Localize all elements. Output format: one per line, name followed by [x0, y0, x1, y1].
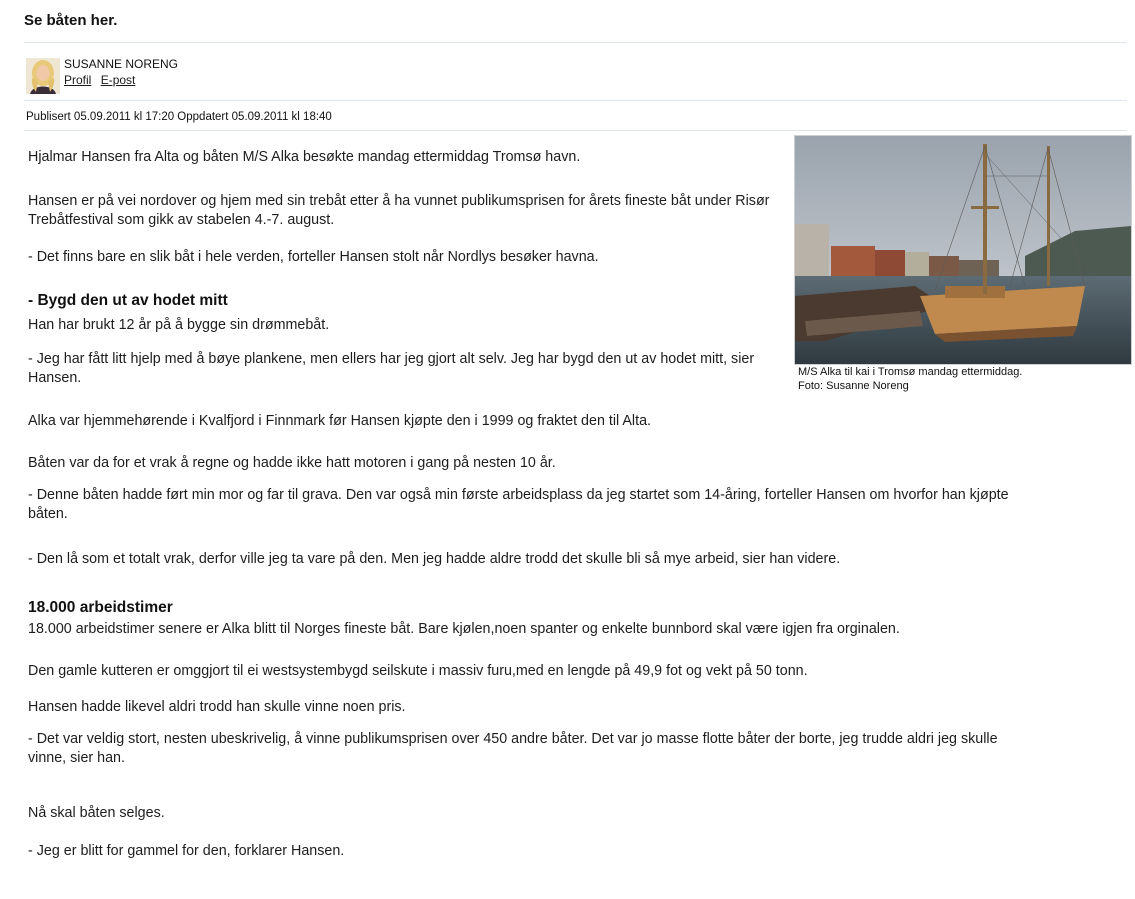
publish-info: Publisert 05.09.2011 kl 17:20 Oppdatert 05.09.2011 kl 18:40	[26, 111, 332, 123]
photo-caption	[798, 365, 1022, 393]
divider	[24, 130, 1127, 131]
paragraph: Båten var da for et vrak å regne og hadde ikke hatt motoren i gang på nesten 10 år.	[28, 455, 556, 471]
caption-text: M/S Alka til kai i Tromsø mandag ettermiddag.	[798, 366, 1023, 378]
divider	[24, 42, 1127, 43]
paragraph: Alka var hjemmehørende i Kvalfjord i Finnmark før Hansen kjøpte den i 1999 og fraktet den til Alta.	[28, 413, 651, 429]
boat-photo	[794, 135, 1132, 365]
subheading: 18.000 arbeidstimer	[28, 599, 173, 616]
paragraph: Den gamle kutteren er omggjort til ei westsystembygd seilskute i massiv furu,med en lengde på 49,9 fot og vekt på 50 tonn.	[28, 663, 808, 679]
profile-link[interactable]: Profil	[64, 73, 92, 87]
paragraph: - Det var veldig stort, nesten ubeskrivelig, å vinne publikumsprisen over 450 andre båter. Det var jo masse flotte båter der borte, jeg trudde aldri jeg skulle vinne, sier han.	[28, 731, 998, 766]
paragraph: Hansen er på vei nordover og hjem med sin trebåt etter å ha vunnet publikumsprisen for årets fineste båt under Risør Trebåtfestival som gikk av stabelen 4.-7. august.	[28, 193, 770, 228]
subheading: - Bygd den ut av hodet mitt	[28, 292, 228, 309]
paragraph: Hjalmar Hansen fra Alta og båten M/S Alka besøkte mandag ettermiddag Tromsø havn.	[28, 149, 581, 165]
article-headline: Se båten her.	[24, 12, 118, 29]
paragraph: Hansen hadde likevel aldri trodd han skulle vinne noen pris.	[28, 699, 406, 715]
author-links	[64, 73, 141, 87]
photo-credit: Foto: Susanne Noreng	[798, 380, 909, 392]
paragraph: Nå skal båten selges.	[28, 805, 165, 821]
author-name: SUSANNE NORENG	[64, 57, 179, 71]
paragraph: - Det finns bare en slik båt i hele verden, forteller Hansen stolt når Nordlys besøker havna.	[28, 249, 599, 265]
paragraph: - Den lå som et totalt vrak, derfor ville jeg ta vare på den. Men jeg hadde aldre trodd det skulle bli så mye arbeid, sier han videre.	[28, 551, 841, 567]
divider	[24, 100, 1127, 101]
paragraph: 18.000 arbeidstimer senere er Alka blitt til Norges fineste båt. Bare kjølen,noen spanter og enkelte bunnbord skal være igjen fra orginalen.	[28, 621, 900, 637]
email-link[interactable]: E-post	[100, 73, 136, 87]
paragraph: - Denne båten hadde ført min mor og far til grava. Den var også min første arbeidsplass da jeg startet som 14-åring, forteller Hansen om hvorfor han kjøpte båten.	[28, 487, 1009, 522]
paragraph: Han har brukt 12 år på å bygge sin drømmebåt.	[28, 317, 330, 333]
paragraph: - Jeg er blitt for gammel for den, forklarer Hansen.	[28, 843, 345, 859]
avatar	[26, 58, 60, 94]
paragraph: - Jeg har fått litt hjelp med å bøye plankene, men ellers har jeg gjort alt selv. Jeg har bygd den ut av hodet mitt, sier Hansen.	[28, 351, 755, 386]
